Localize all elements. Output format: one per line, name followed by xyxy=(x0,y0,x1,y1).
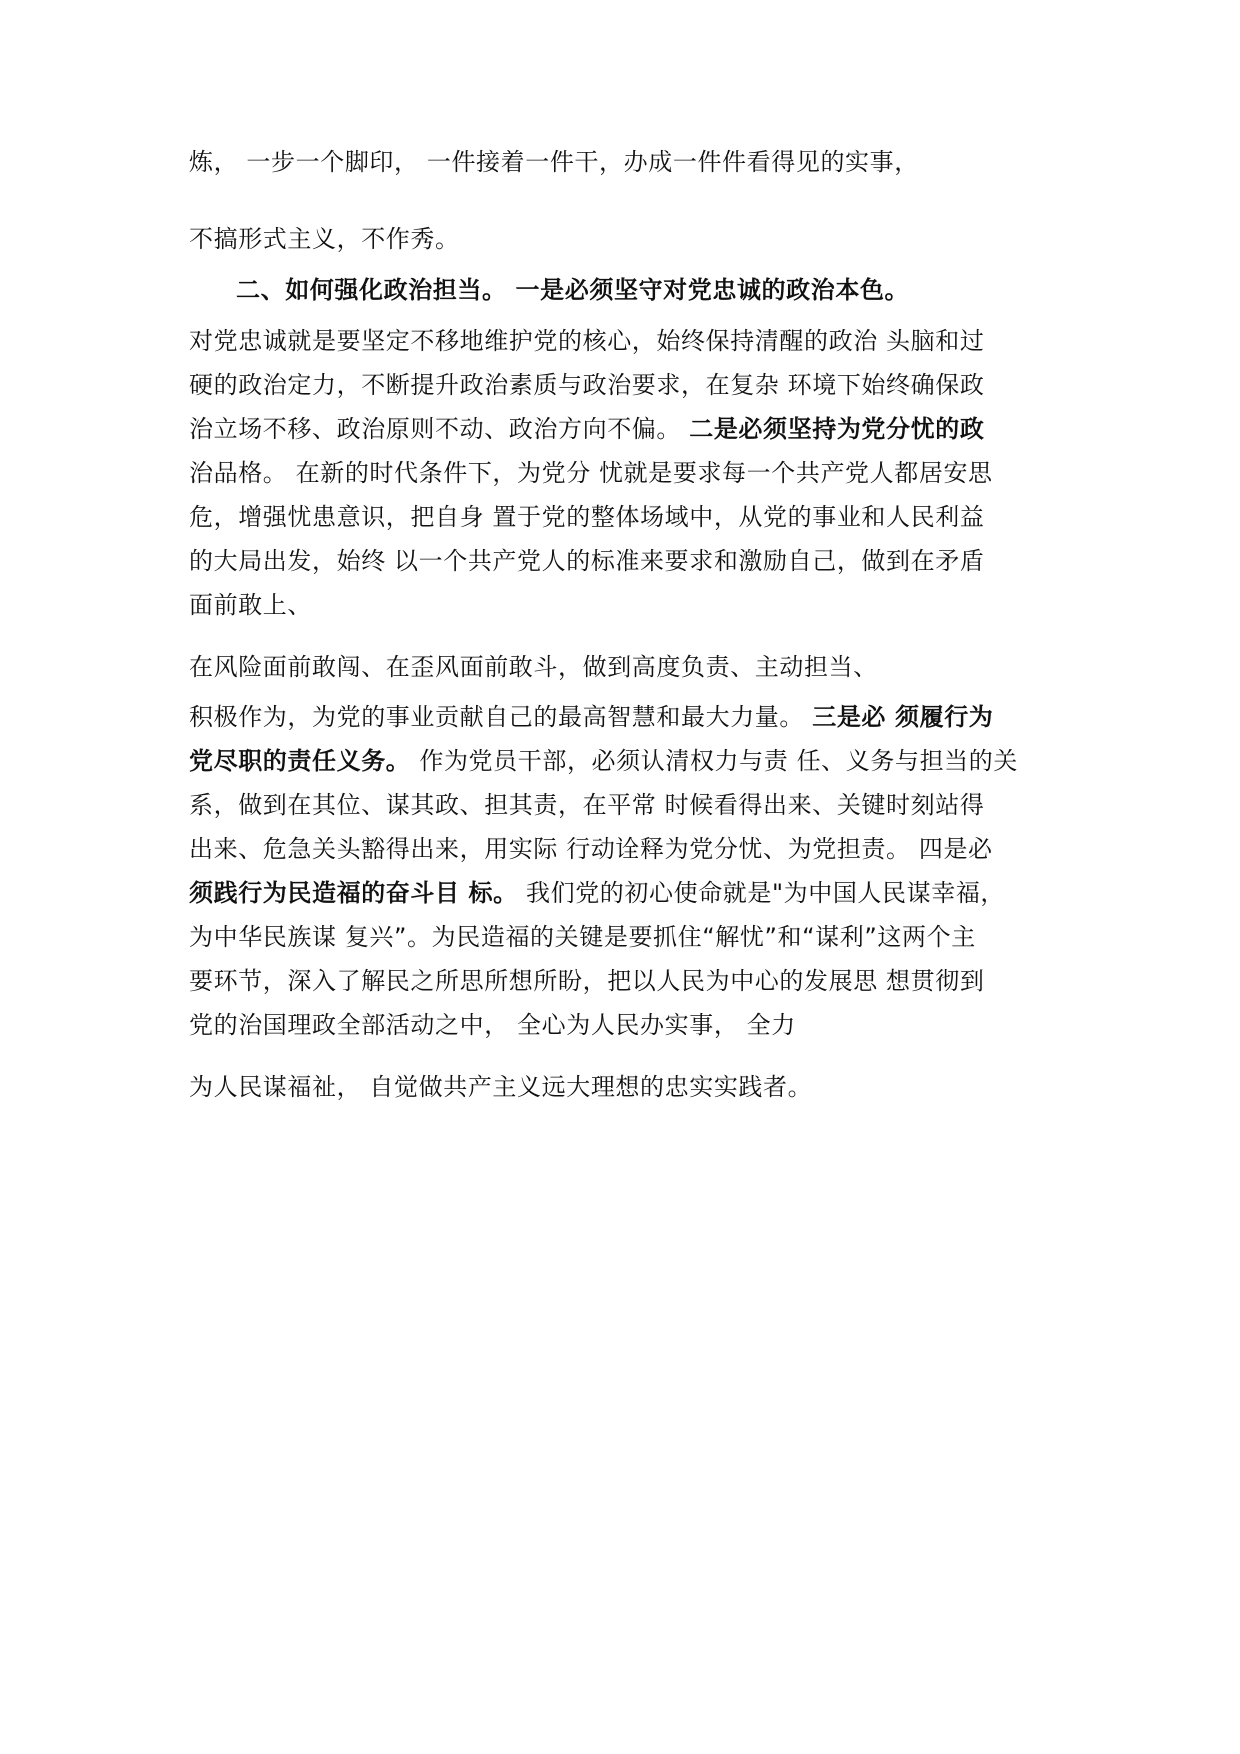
text-line xyxy=(189,876,1005,910)
text-run: 的大局出发，始终 以一个共产党人的标准来要求和激励自己，做到在矛盾 xyxy=(189,547,985,575)
text-line xyxy=(189,324,984,358)
bold-text-run: 三是必 须履行为 xyxy=(812,703,994,731)
bold-text-run: 二是必须坚持为党分忧的政 xyxy=(689,415,985,443)
text-run: 硬的政治定力，不断提升政治素质与政治要求，在复杂 环境下始终确保政 xyxy=(189,371,985,399)
text-run: 出来、危急关头豁得出来，用实际 行动诠释为党分忧、为党担责。 四是必 xyxy=(189,835,993,863)
text-line xyxy=(189,1008,796,1042)
text-run: 对党忠诚就是要坚定不移地维护党的核心，始终保持清醒的政治 头脑和过 xyxy=(189,327,985,355)
text-run: 治品格。 在新的时代条件下，为党分 忧就是要求每一个共产党人都居安思 xyxy=(189,459,993,487)
text-line xyxy=(189,222,460,256)
text-run: 危，增强忧患意识，把自身 置于党的整体场域中，从党的事业和人民利益 xyxy=(189,503,985,531)
bold-text-run: 二、如何强化政治担当。 一是必须坚守对党忠诚的政治本色。 xyxy=(236,276,910,304)
text-line xyxy=(189,964,984,998)
text-line xyxy=(189,544,984,578)
text-run: 作为党员干部，必须认清权力与责 任、义务与担当的关 xyxy=(419,747,1018,775)
bold-text-run: 须践行为民造福的奋斗目 标。 xyxy=(189,879,518,907)
text-line xyxy=(189,368,984,402)
text-run: 不搞形式主义，不作秀。 xyxy=(189,225,460,253)
text-run: 炼， 一步一个脚印， 一件接着一件干，办成一件件看得见的实事， xyxy=(189,148,919,176)
text-line xyxy=(189,788,984,822)
text-line xyxy=(189,650,878,684)
text-line xyxy=(189,700,993,734)
text-run: 治立场不移、政治原则不动、政治方向不偏。 xyxy=(189,415,690,443)
text-run: 为人民谋福祉， 自觉做共产主义远大理想的忠实实践者。 xyxy=(189,1073,813,1101)
text-run: 面前敢上、 xyxy=(189,591,312,619)
text-run: 要环节，深入了解民之所思所想所盼，把以人民为中心的发展思 想贯彻到 xyxy=(189,967,985,995)
text-run: 在风险面前敢闯、在歪风面前敢斗，做到高度负责、主动担当、 xyxy=(189,653,878,681)
text-line xyxy=(189,744,1018,778)
text-line xyxy=(189,145,919,179)
text-run: 为中华民族谋 复兴”。为民造福的关键是要抓住“解忧”和“谋利”这两个主 xyxy=(189,923,976,951)
text-line xyxy=(189,1070,812,1104)
text-line xyxy=(189,920,976,954)
text-line xyxy=(236,273,909,307)
text-line xyxy=(189,412,984,446)
text-run: 系，做到在其位、谋其政、担其责，在平常 时候看得出来、关键时刻站得 xyxy=(189,791,985,819)
text-line xyxy=(189,832,993,866)
text-line xyxy=(189,500,984,534)
bold-text-run: 党尽职的责任义务。 xyxy=(189,747,420,775)
text-line xyxy=(189,456,993,490)
text-run: 党的治国理政全部活动之中， 全心为人民办实事， 全力 xyxy=(189,1011,796,1039)
text-run: 我们党的初心使命就是"为中国人民谋幸福， xyxy=(517,879,1006,907)
text-run: 积极作为，为党的事业贡献自己的最高智慧和最大力量。 xyxy=(189,703,813,731)
text-line xyxy=(189,588,312,622)
